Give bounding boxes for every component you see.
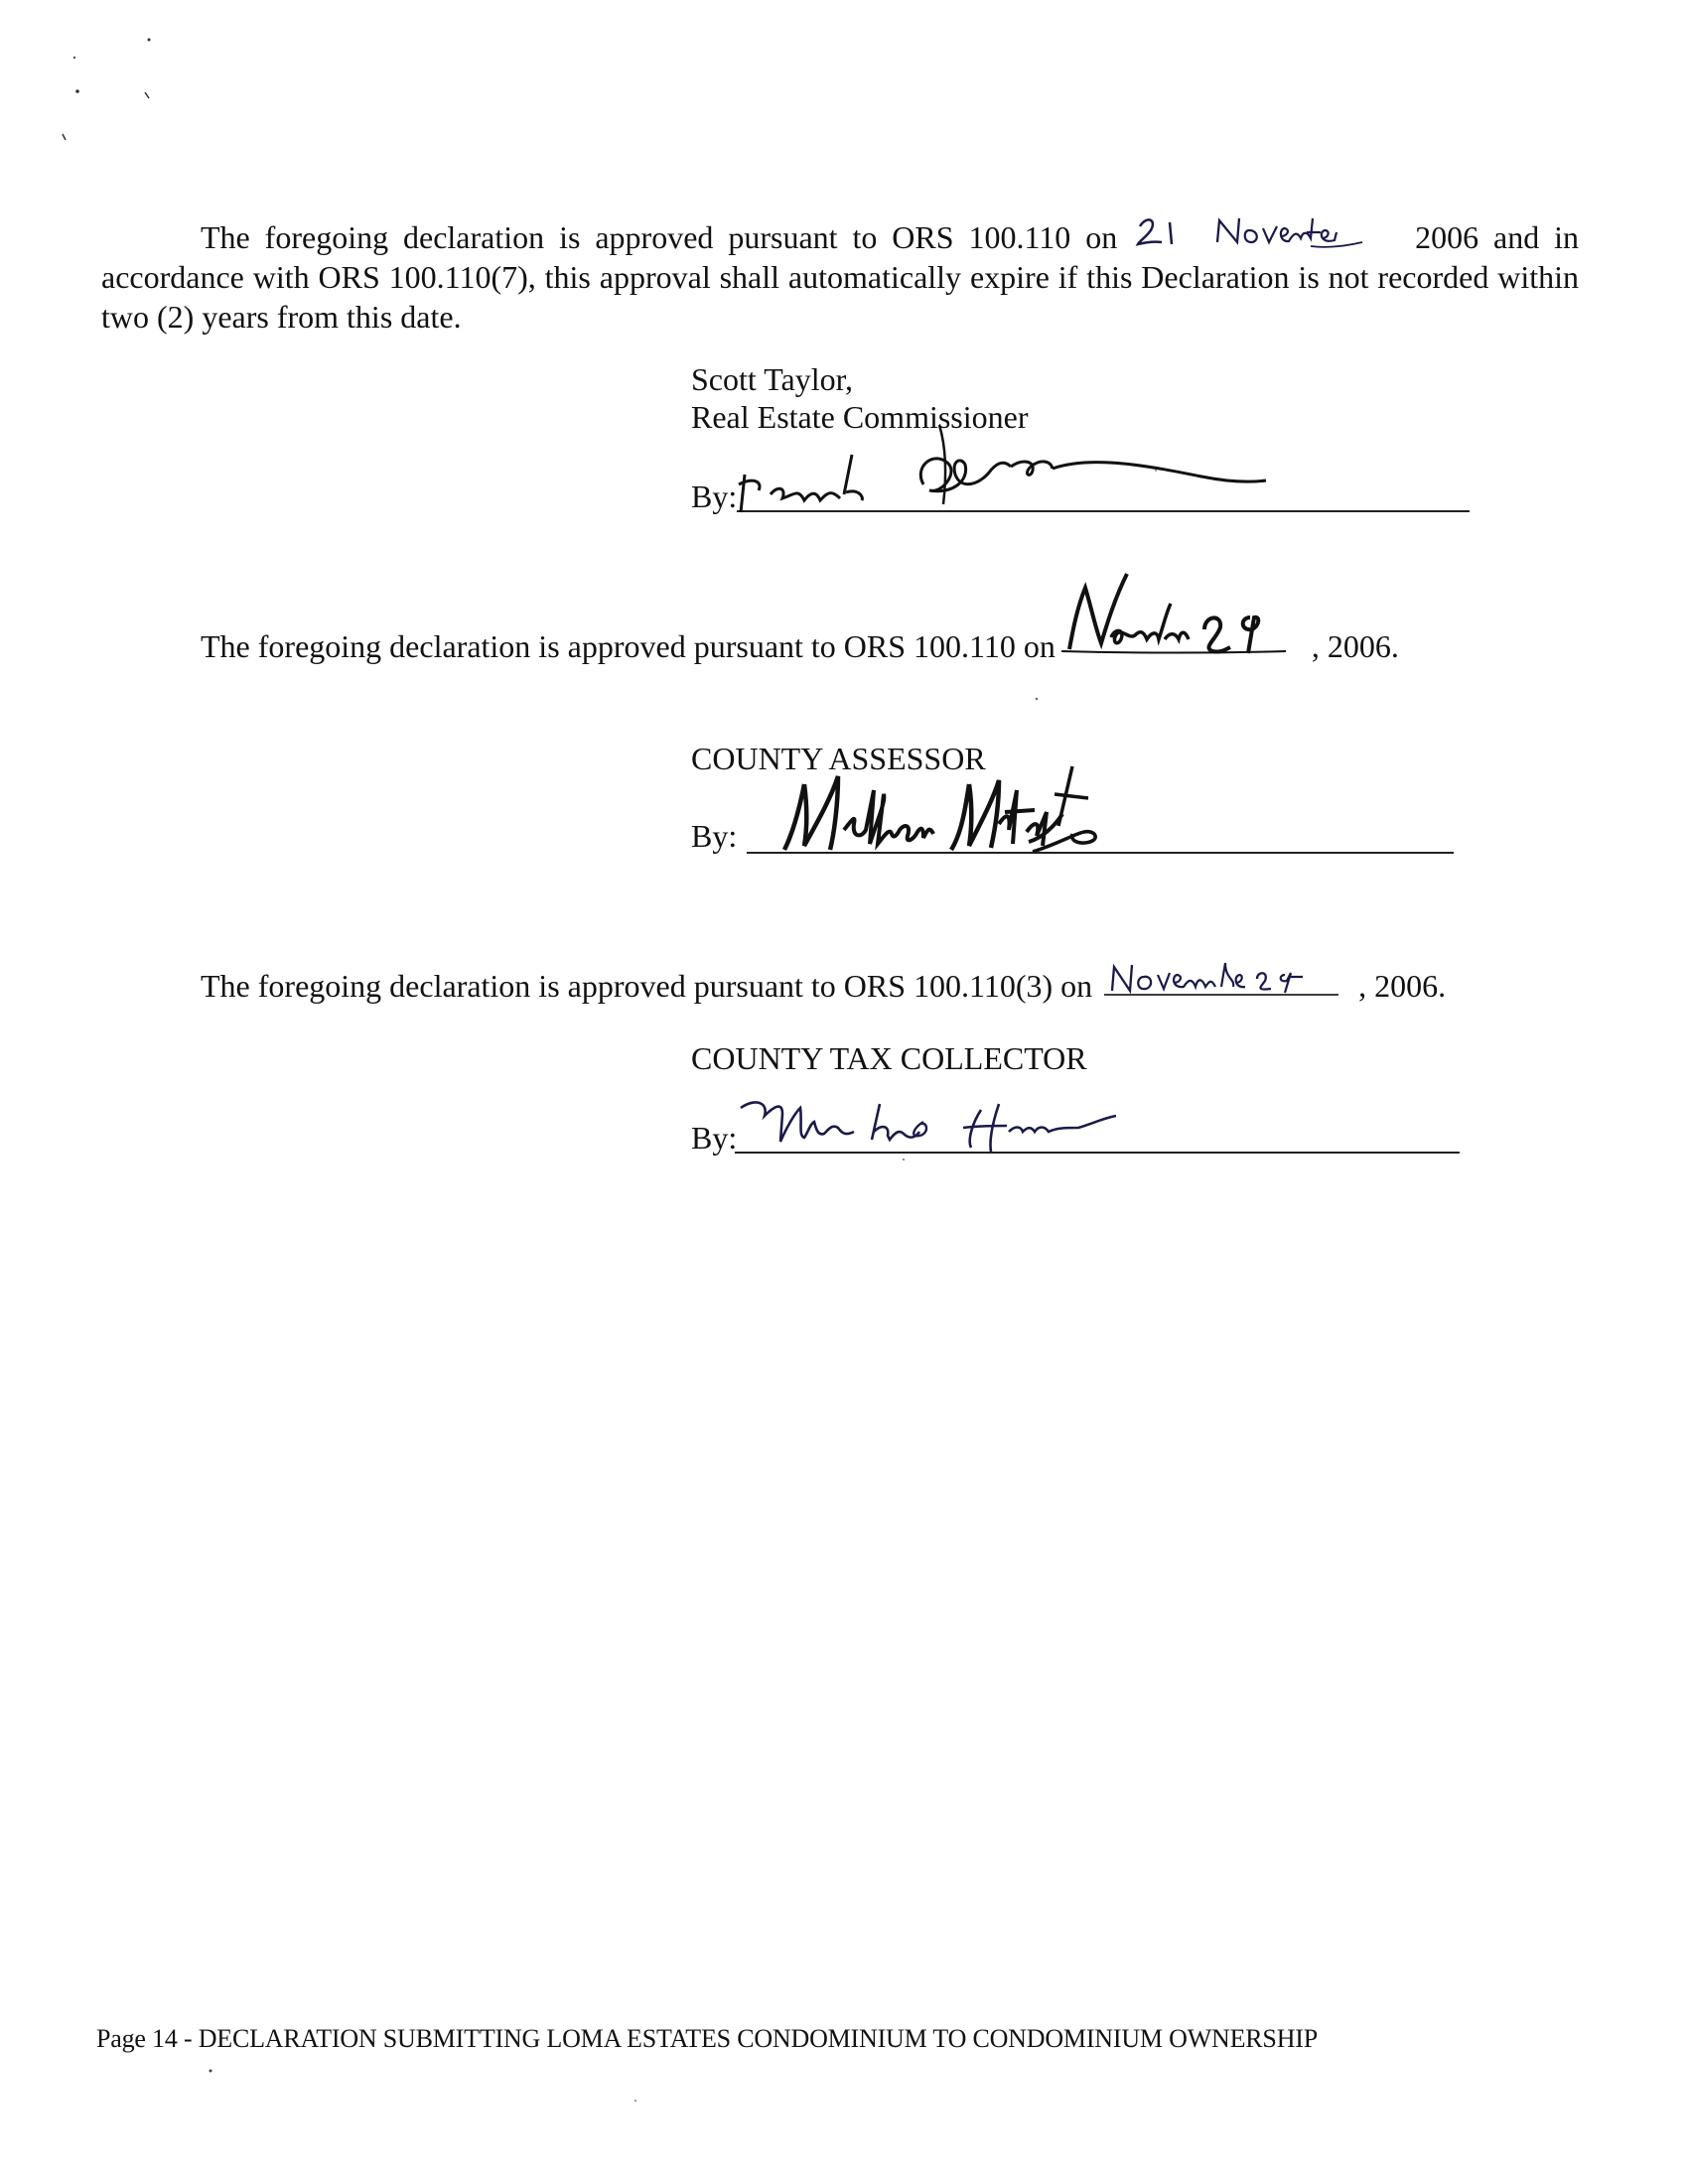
tax-collector-handwritten-date <box>1100 965 1358 997</box>
page-footer: Page 14 - DECLARATION SUBMITTING LOMA ESTATES CONDOMINIUM TO CONDOMINIUM OWNERSHIP <box>96 2024 1318 2053</box>
assessor-approval-text-after: , 2006. <box>1311 628 1399 664</box>
assessor-title: COUNTY ASSESSOR <box>691 741 986 776</box>
handwritten-date-21-november <box>1132 208 1400 248</box>
scan-specks <box>0 0 298 199</box>
commissioner-handwritten-date <box>1132 208 1400 248</box>
commissioner-by-label: By: <box>691 478 738 514</box>
commissioner-approval-paragraph <box>101 208 1579 337</box>
scan-speck <box>900 1156 919 1175</box>
tax-collector-title: COUNTY TAX COLLECTOR <box>691 1040 1087 1076</box>
commissioner-title: Real Estate Commissioner <box>691 399 1029 435</box>
scan-speck <box>1152 467 1172 486</box>
assessor-handwritten-date <box>1055 625 1312 657</box>
commissioner-signature <box>735 415 1331 524</box>
assessor-approval-text-before: The foregoing declaration is approved pursuant to ORS 100.110 on <box>201 628 1055 664</box>
assessor-by-label: By: <box>691 818 738 854</box>
commissioner-approval-text-before: The foregoing declaration is approved pursuant to ORS 100.110 on <box>201 219 1118 255</box>
tax-collector-approval-line <box>201 965 1446 1006</box>
assessor-signature <box>774 754 1192 864</box>
scan-speck <box>1033 695 1053 715</box>
scan-speck <box>632 2097 651 2116</box>
tax-collector-approval-text-before: The foregoing declaration is approved pursuant to ORS 100.110(3) on <box>201 968 1093 1004</box>
commissioner-approval-text-after: 2006 and in accordance with ORS 100.110(7), this approval shall automatically expire if this Declaration is not recorded within two (2) years from this date. <box>101 219 1580 335</box>
tax-collector-signature <box>735 1092 1231 1161</box>
tax-collector-by-label: By: <box>691 1120 738 1156</box>
handwritten-date-november-29-tax-collector <box>1100 951 1358 1001</box>
assessor-approval-line <box>201 625 1399 666</box>
scan-speck <box>205 2065 224 2085</box>
tax-collector-approval-text-after: , 2006. <box>1358 968 1447 1004</box>
handwritten-date-november-29-assessor <box>1055 568 1312 657</box>
commissioner-name: Scott Taylor, <box>691 361 853 397</box>
